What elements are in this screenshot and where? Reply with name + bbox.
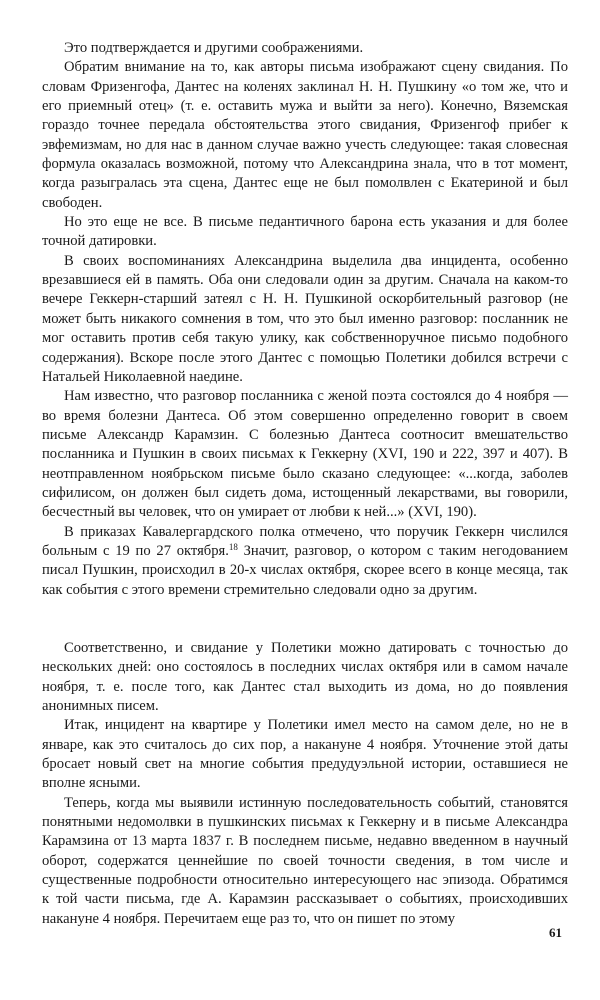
paragraph-text: В приказах Кавалергардского полка отмечено, что поручик Геккерн числился больным с 19 по 27 октября. xyxy=(42,523,568,559)
paragraph-text: Значит, разговор, о котором с таким негодованием писал Пушкин, происходил в 20-х числах октября, скорее всего в конце месяца, так как события с этого времени стремительно следовали одно за другим. xyxy=(42,542,568,598)
paragraph-with-footnote xyxy=(42,523,568,600)
paragraph: Обратим внимание на то, как авторы письма изображают сцену свидания. По словам Фризенгофа, Дантес на коленях заклинал Н. Н. Пушкину «о том же, что и его приемный отец» (т. е. оставить мужа и выйти за него). Конечно, Вяземская гораздо точнее передала обстоятельства этого свидания, Фризенгоф прибег к эвфемизмам, но для нас в данном случае важно учесть следующее: такая словесная формула оказалась возможной, потому что Александрина знала, что в тот момент, когда разыгралась эта сцена, Дантес еще не был помолвлен с Екатериной и был свободен. xyxy=(42,59,568,211)
page-number: 61 xyxy=(549,925,562,940)
text-block-bottom xyxy=(42,639,568,929)
paragraph: Итак, инцидент на квартире у Полетики имел место на самом деле, но не в январе, как это считалось до сих пор, а накануне 4 ноября. Уточнение этой даты бросает новый свет на многие события предудуэльной истории, оставшиеся не вполне ясными. xyxy=(42,717,568,792)
paragraph: В своих воспоминаниях Александрина выделила два инцидента, особенно врезавшиеся ей в память. Оба они следовали один за другим. Сначала на каком-то вечере Геккерн-старший затеял с Н. Н. Пушкиной оскорбительный разговор (не может быть никакого сомнения в том, что это был именно разговор: посланник не мог оставить против себя такую улику, как собственноручное письмо подобного содержания). Вскоре после этого Дантес с помощью Полетики добился встречи с Натальей Николаевной наедине. xyxy=(42,252,568,385)
footnote-ref: 18 xyxy=(228,541,238,552)
paragraph: Но это еще не все. В письме педантичного барона есть указания и для более точной датировки. xyxy=(42,214,568,250)
paragraph: Нам известно, что разговор посланника с женой поэта состоялся до 4 ноября — во время болезни Дантеса. Об этом совершенно определенно говорит в своем письме Александр Карамзин. С болезнью Дантеса соотносит вмешательство посланника и Пушкин в своих письмах к Геккерну (XVI, 190 и 222, 397 и 407). В неотправленном ноябрьском письме было сказано следующее: «...когда, заболев сифилисом, он должен был сидеть дома, истощенный лекарствами, вы говорили, бесчестный вы человек, что он умирает от любви к ней...» (XVI, 190). xyxy=(42,388,568,521)
paragraph: Это подтверждается и другими соображениями. xyxy=(64,40,364,56)
text-block-top xyxy=(42,39,568,600)
paragraph: Соответственно, и свидание у Полетики можно датировать с точностью до нескольких дней: оно состоялось в последних числах октября или в самом начале ноября, т. е. после того, как Дантес стал выходить из дома, но до появления анонимных писем. xyxy=(42,639,568,714)
paragraph: Теперь, когда мы выявили истинную последовательность событий, становятся понятными недомолвки в пушкинских письмах к Геккерну и в письме Александра Карамзина от 13 марта 1837 г. В последнем письме, недавно введенном в научный оборот, содержатся ценнейшие по своей точности сведения, в том числе и существенные подробности относительно интересующего нас эпизода. Обратимся к той части письма, где А. Карамзин рассказывает о событиях, происходивших накануне 4 ноября. Перечитаем еще раз то, что он пишет по этому xyxy=(42,794,568,927)
